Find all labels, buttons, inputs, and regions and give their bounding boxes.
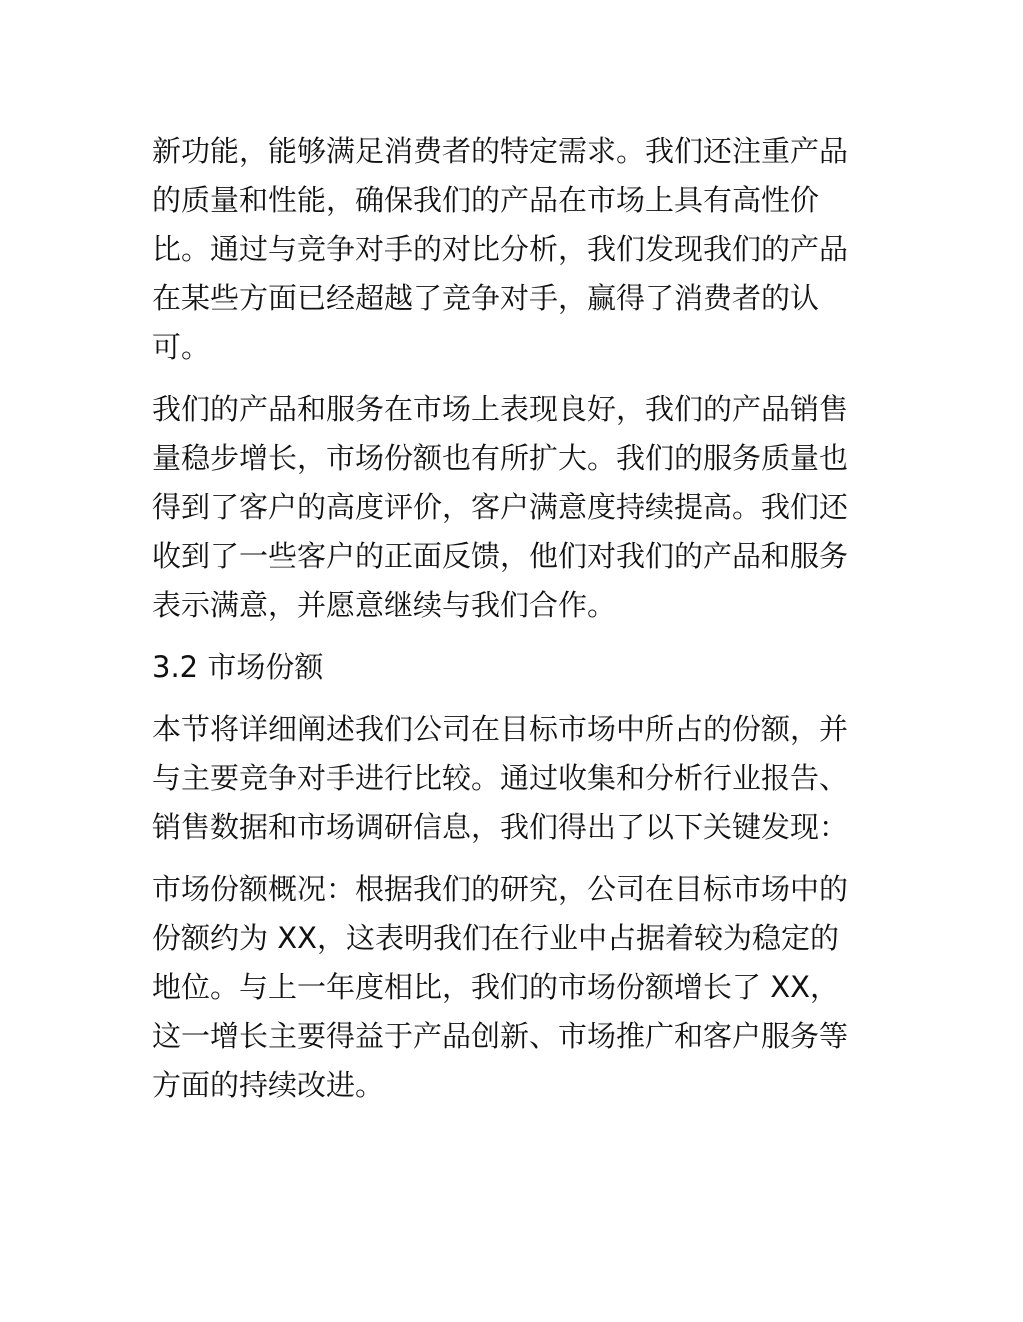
text-line: 我们的产品和服务在市场上表现良好，我们的产品销售 <box>152 392 849 426</box>
section-heading <box>152 643 872 692</box>
text-line: 量稳步增长，市场份额也有所扩大。我们的服务质量也 <box>152 441 849 475</box>
text-line: 的质量和性能，确保我们的产品在市场上具有高性价 <box>152 183 820 217</box>
text-line: 份额约为 XX，这表明我们在行业中占据着较为稳定的 <box>152 921 839 955</box>
text-line: 收到了一些客户的正面反馈，他们对我们的产品和服务 <box>152 539 849 573</box>
text-line: 方面的持续改进。 <box>152 1068 385 1102</box>
text-line: 市场份额概况：根据我们的研究，公司在目标市场中的 <box>152 872 849 906</box>
text-line: 可。 <box>152 330 211 364</box>
paragraph-product-features <box>152 127 872 372</box>
text-line: 新功能，能够满足消费者的特定需求。我们还注重产品 <box>152 134 849 168</box>
text-line: 这一增长主要得益于产品创新、市场推广和客户服务等 <box>152 1019 849 1053</box>
text-line: 比。通过与竞争对手的对比分析，我们发现我们的产品 <box>152 232 849 266</box>
text-line: 在某些方面已经超越了竞争对手，赢得了消费者的认 <box>152 281 820 315</box>
text-line: 本节将详细阐述我们公司在目标市场中所占的份额，并 <box>152 712 849 746</box>
document-body <box>152 127 872 1123</box>
text-line: 与主要竞争对手进行比较。通过收集和分析行业报告、 <box>152 761 849 795</box>
paragraph-market-share-overview <box>152 865 872 1110</box>
text-line: 地位。与上一年度相比，我们的市场份额增长了 XX， <box>152 970 839 1004</box>
section-heading-text: 3.2 市场份额 <box>152 650 324 684</box>
text-line: 表示满意，并愿意继续与我们合作。 <box>152 588 617 622</box>
paragraph-section-intro <box>152 705 872 852</box>
text-line: 销售数据和市场调研信息，我们得出了以下关键发现： <box>152 810 849 844</box>
text-line: 得到了客户的高度评价，客户满意度持续提高。我们还 <box>152 490 849 524</box>
paragraph-market-performance <box>152 385 872 630</box>
